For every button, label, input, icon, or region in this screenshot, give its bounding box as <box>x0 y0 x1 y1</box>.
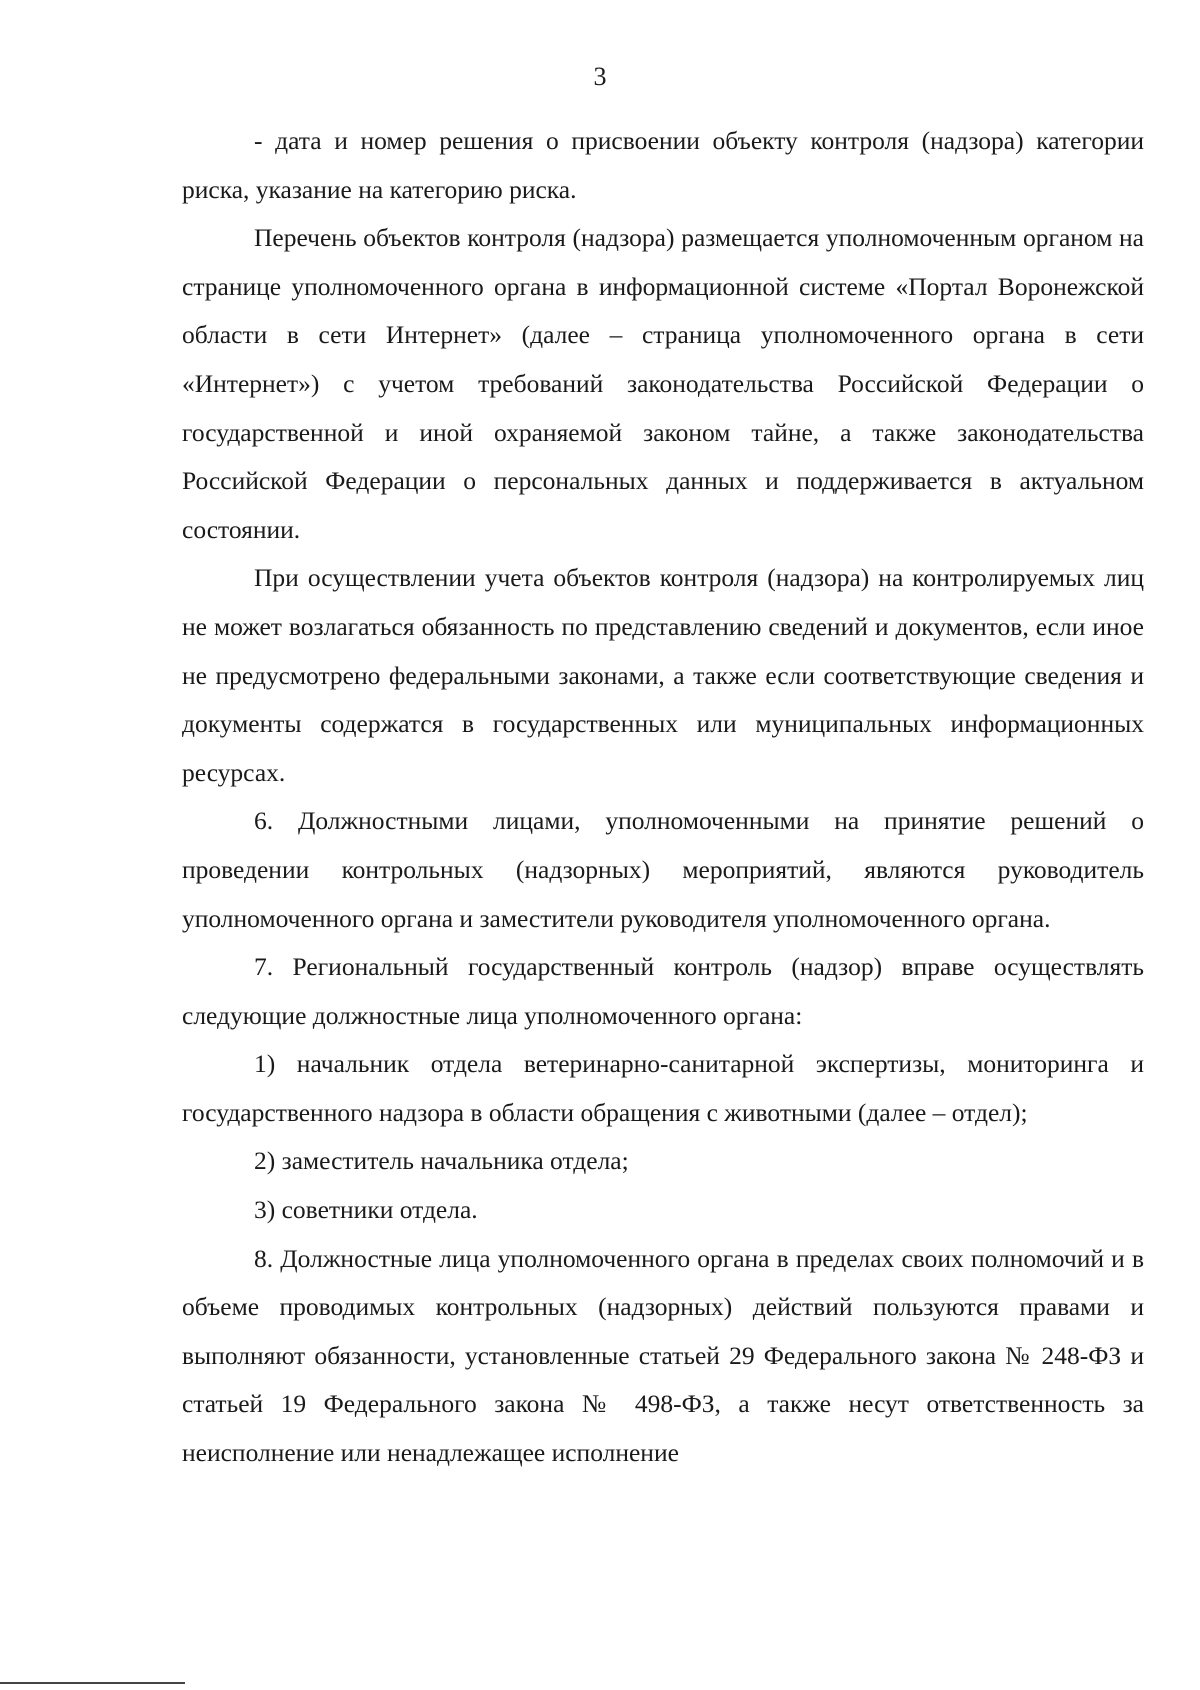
paragraph-item-8: 8. Должностные лица уполномоченного органа в пределах своих полномочий и в объеме проводимых контрольных (надзорных) действий пользуются правами и выполняют обязанности, установленные статьей 29 Федерального закона № 248-ФЗ и статьей 19 Федерального закона № 498-ФЗ, а также несут ответственность за неисполнение или ненадлежащее исполнение <box>182 1243 1144 1468</box>
paragraph-risk-category-decision: - дата и номер решения о присвоении объекту контроля (надзора) категории риска, указание на категорию риска. <box>182 126 1144 204</box>
page-number: 3 <box>593 62 607 91</box>
list-item-head-of-department: 1) начальник отдела ветеринарно-санитарной экспертизы, мониторинга и государственного надзора в области обращения с животными (далее – отдел); <box>182 1049 1144 1127</box>
paragraph-item-7: 7. Региональный государственный контроль (надзор) вправе осуществлять следующие должностные лица уполномоченного органа: <box>182 952 1144 1030</box>
list-item-deputy-head: 2) заместитель начальника отдела; <box>254 1146 629 1176</box>
footer-rule <box>0 1682 185 1684</box>
paragraph-objects-list-publication: Перечень объектов контроля (надзора) размещается уполномоченным органом на странице уполномоченного органа в информационной системе «Портал Воронежской области в сети Интернет» (далее – страница уполномоченного органа в сети «Интернет») с учетом требований законодательства Российской Федерации о государственной и иной охраняемой законом тайне, а также законодательства Российской Федерации о персональных данных и поддерживается в актуальном состоянии. <box>182 223 1144 544</box>
paragraph-controlled-persons-obligations: При осуществлении учета объектов контроля (надзора) на контролируемых лиц не может возлагаться обязанность по представлению сведений и документов, если иное не предусмотрено федеральными законами, а также если соответствующие сведения и документы содержатся в государственных или муниципальных информационных ресурсах. <box>182 563 1144 787</box>
list-item-advisors: 3) советники отдела. <box>254 1195 478 1225</box>
paragraph-item-6: 6. Должностными лицами, уполномоченными на принятие решений о проведении контрольных (надзорных) мероприятий, являются руководитель уполномоченного органа и заместители руководителя уполномоченного органа. <box>182 806 1144 933</box>
document-body <box>182 117 1144 1478</box>
